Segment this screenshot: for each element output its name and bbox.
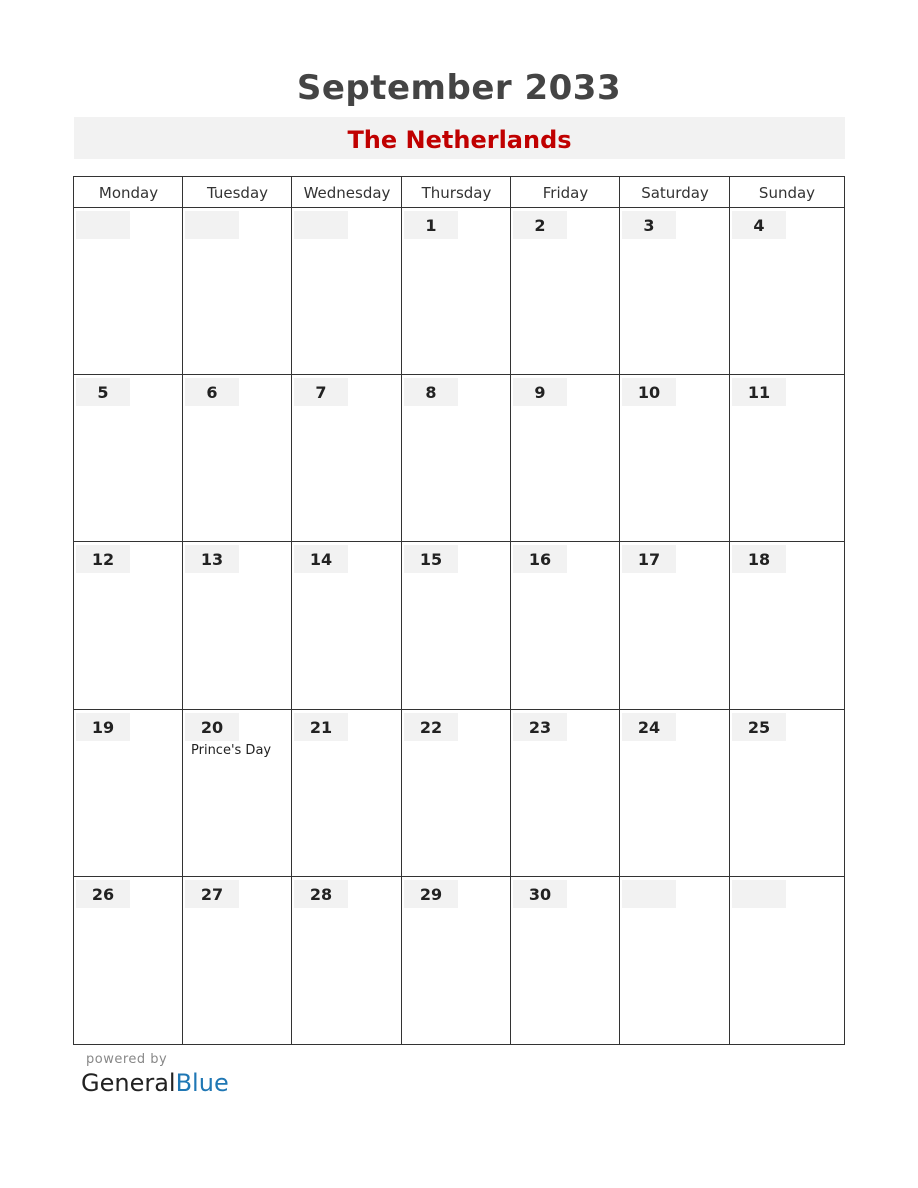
day-number: 17 xyxy=(637,550,661,569)
day-cell-6[interactable] xyxy=(183,375,291,541)
day-cell-16[interactable] xyxy=(511,542,619,708)
day-cell-18[interactable] xyxy=(730,542,843,708)
day-number: 22 xyxy=(419,718,443,737)
day-number: 18 xyxy=(747,550,771,569)
day-cell-15[interactable] xyxy=(402,542,510,708)
day-number-band xyxy=(76,211,130,239)
empty-day-cell[interactable] xyxy=(730,877,843,1043)
day-number-band xyxy=(732,880,786,908)
day-number-band xyxy=(513,545,567,573)
day-number: 10 xyxy=(637,383,661,402)
day-number-band xyxy=(513,713,567,741)
day-number: 29 xyxy=(419,885,443,904)
day-number-band xyxy=(622,211,676,239)
day-number-band xyxy=(185,545,239,573)
day-number: 6 xyxy=(206,383,218,402)
day-number-band xyxy=(76,880,130,908)
day-cell-5[interactable] xyxy=(74,375,182,541)
day-cell-4[interactable] xyxy=(730,208,843,374)
day-number-band xyxy=(294,713,348,741)
day-number: 21 xyxy=(309,718,333,737)
day-cell-17[interactable] xyxy=(620,542,729,708)
day-number: 23 xyxy=(528,718,552,737)
calendar-title: September 2033 xyxy=(296,68,622,108)
day-number-band xyxy=(732,211,786,239)
day-number: 26 xyxy=(91,885,115,904)
day-number: 15 xyxy=(419,550,443,569)
day-number: 20 xyxy=(200,718,224,737)
day-number: 3 xyxy=(643,216,655,235)
brand-blue: Blue xyxy=(175,1069,229,1097)
day-cell-10[interactable] xyxy=(620,375,729,541)
day-cell-11[interactable] xyxy=(730,375,843,541)
day-cell-24[interactable] xyxy=(620,710,729,876)
day-number-band xyxy=(622,378,676,406)
brand-general: General xyxy=(81,1069,176,1097)
weekday-friday: Friday xyxy=(542,184,589,202)
day-number-band xyxy=(732,713,786,741)
day-number-band xyxy=(732,378,786,406)
day-number-band xyxy=(622,880,676,908)
country-name: The Netherlands xyxy=(347,126,572,154)
day-number: 14 xyxy=(309,550,333,569)
day-cell-25[interactable] xyxy=(730,710,843,876)
day-number: 9 xyxy=(534,383,546,402)
day-cell-28[interactable] xyxy=(292,877,401,1043)
day-cell-2[interactable] xyxy=(511,208,619,374)
day-cell-3[interactable] xyxy=(620,208,729,374)
day-number: 28 xyxy=(309,885,333,904)
empty-day-cell[interactable] xyxy=(620,877,729,1043)
day-number: 11 xyxy=(747,383,771,402)
weekday-saturday: Saturday xyxy=(641,184,709,202)
day-number: 16 xyxy=(528,550,552,569)
day-number-band xyxy=(404,545,458,573)
calendar-grid xyxy=(73,176,845,1045)
day-number-band xyxy=(294,545,348,573)
day-number-band xyxy=(513,880,567,908)
day-number-band xyxy=(622,545,676,573)
day-cell-20[interactable] xyxy=(183,710,291,876)
day-cell-12[interactable] xyxy=(74,542,182,708)
weekday-thursday: Thursday xyxy=(421,184,492,202)
day-cell-14[interactable] xyxy=(292,542,401,708)
day-number-band xyxy=(404,880,458,908)
day-number-band xyxy=(513,211,567,239)
weekday-monday: Monday xyxy=(98,184,159,202)
day-number: 5 xyxy=(97,383,109,402)
day-cell-9[interactable] xyxy=(511,375,619,541)
day-cell-19[interactable] xyxy=(74,710,182,876)
day-number-band xyxy=(294,378,348,406)
day-cell-13[interactable] xyxy=(183,542,291,708)
day-number-band xyxy=(76,378,130,406)
day-cell-30[interactable] xyxy=(511,877,619,1043)
day-number: 2 xyxy=(534,216,546,235)
day-cell-21[interactable] xyxy=(292,710,401,876)
day-number-band xyxy=(185,880,239,908)
day-number-band xyxy=(513,378,567,406)
day-number: 25 xyxy=(747,718,771,737)
day-number: 30 xyxy=(528,885,552,904)
day-number-band xyxy=(185,211,239,239)
day-number-band xyxy=(185,713,239,741)
empty-day-cell[interactable] xyxy=(74,208,182,374)
day-number: 19 xyxy=(91,718,115,737)
day-number: 27 xyxy=(200,885,224,904)
day-number: 4 xyxy=(753,216,765,235)
day-cell-29[interactable] xyxy=(402,877,510,1043)
day-number-band xyxy=(622,713,676,741)
day-number: 7 xyxy=(315,383,327,402)
day-number-band xyxy=(732,545,786,573)
day-number: 13 xyxy=(200,550,224,569)
day-number-band xyxy=(185,378,239,406)
weekday-wednesday: Wednesday xyxy=(303,184,391,202)
day-number-band xyxy=(294,211,348,239)
day-cell-7[interactable] xyxy=(292,375,401,541)
day-number-band xyxy=(294,880,348,908)
day-number-band xyxy=(76,713,130,741)
day-number-band xyxy=(404,713,458,741)
weekday-sunday: Sunday xyxy=(758,184,816,202)
weekday-tuesday: Tuesday xyxy=(206,184,269,202)
country-banner xyxy=(74,117,845,159)
day-number-band xyxy=(76,545,130,573)
day-number-band xyxy=(404,211,458,239)
day-cell-22[interactable] xyxy=(402,710,510,876)
day-cell-26[interactable] xyxy=(74,877,182,1043)
day-number: 24 xyxy=(637,718,661,737)
day-number: 12 xyxy=(91,550,115,569)
day-number: 1 xyxy=(425,216,437,235)
generalblue-logo[interactable] xyxy=(81,1069,229,1097)
day-number-band xyxy=(404,378,458,406)
day-cell-27[interactable] xyxy=(183,877,291,1043)
empty-day-cell[interactable] xyxy=(292,208,401,374)
day-cell-1[interactable] xyxy=(402,208,510,374)
holiday-label: Prince's Day xyxy=(191,743,272,758)
powered-by-label: powered by xyxy=(86,1052,168,1067)
day-cell-23[interactable] xyxy=(511,710,619,876)
empty-day-cell[interactable] xyxy=(183,208,291,374)
day-cell-8[interactable] xyxy=(402,375,510,541)
day-number: 8 xyxy=(425,383,437,402)
